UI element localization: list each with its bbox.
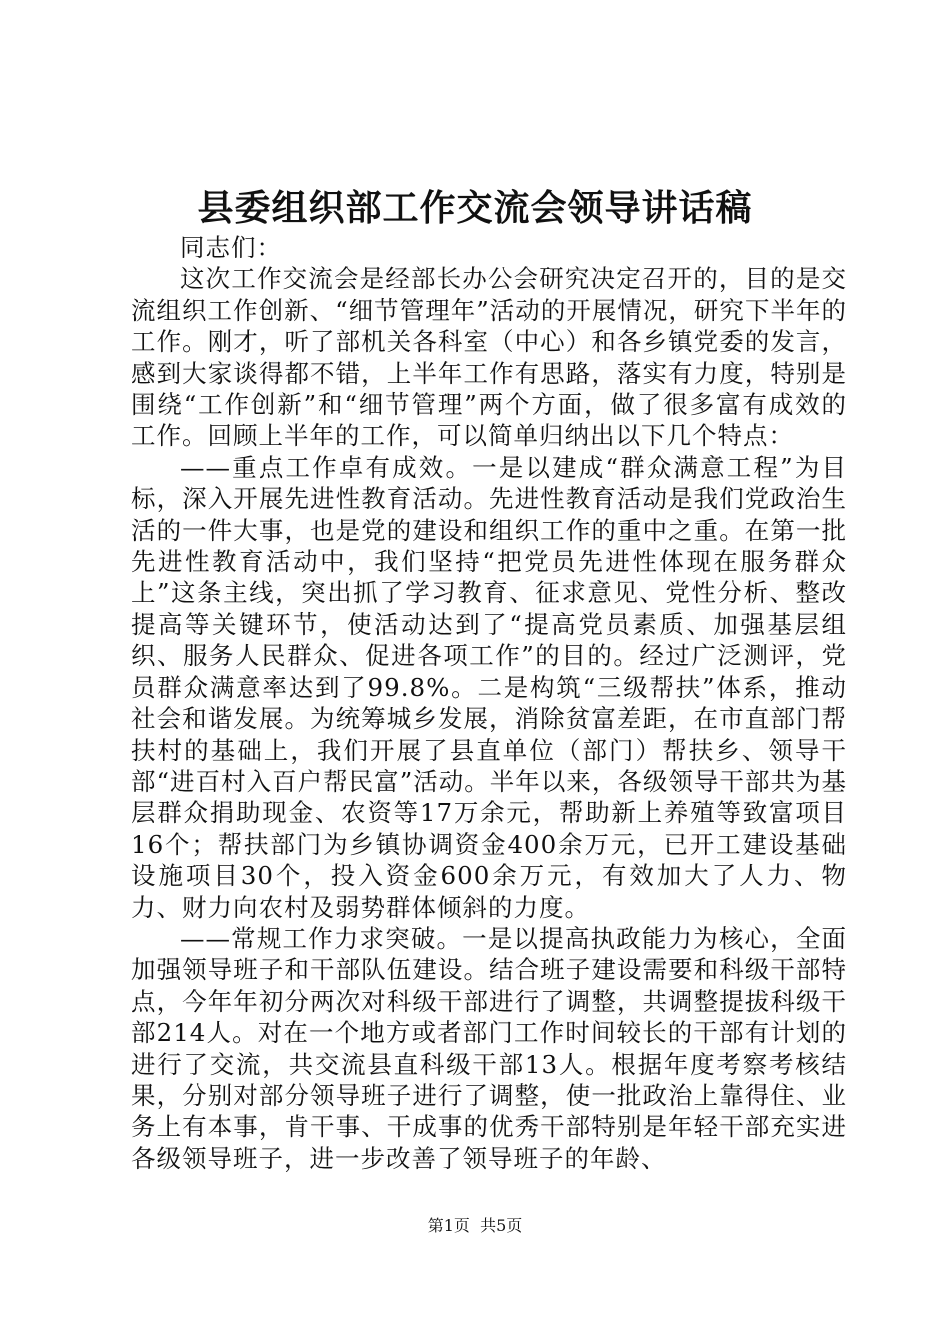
document-title: 县委组织部工作交流会领导讲话稿: [197, 187, 753, 229]
page-number: 第1页: [427, 1216, 470, 1235]
paragraph-3: ——常规工作力求突破。一是以提高执政能力为核心，全面加强领导班子和干部队伍建设。结合班子建设需要和科级干部特点，今年年初分两次对科级干部进行了调整，共调整提拔科级干部214人。对在一个地方或者部门工作时间较长的干部有计划的进行了交流，共交流县直科级干部13人。根据年度考察考核结果，分别对部分领导班子进行了调整，使一批政治上靠得住、业务上有本事，肯干事、干成事的优秀干部特别是年轻干部充实进各级领导班子，进一步改善了领导班子的年龄、: [131, 923, 847, 1173]
page-total: 共5页: [480, 1216, 523, 1235]
salutation: 同志们：: [180, 233, 282, 262]
paragraph-1: 这次工作交流会是经部长办公会研究决定召开的，目的是交流组织工作创新、“细节管理年”活动的开展情况，研究下半年的工作。刚才，听了部机关各科室（中心）和各乡镇党委的发言，感到大家谈得都不错，上半年工作有思路，落实有力度，特别是围绕“工作创新”和“细节管理”两个方面，做了很多富有成效的工作。回顾上半年的工作，可以简单归纳出以下几个特点：: [131, 264, 847, 451]
paragraph-2: ——重点工作卓有成效。一是以建成“群众满意工程”为目标，深入开展先进性教育活动。先进性教育活动是我们党政治生活的一件大事，也是党的建设和组织工作的重中之重。在第一批先进性教育活动中，我们坚持“把党员先进性体现在服务群众上”这条主线，突出抓了学习教育、征求意见、党性分析、整改提高等关键环节，使活动达到了“提高党员素质、加强基层组织、服务人民群众、促进各项工作”的目的。经过广泛测评，党员群众满意率达到了99.8%。二是构筑“三级帮扶”体系，推动社会和谐发展。为统筹城乡发展，消除贫富差距，在市直部门帮扶村的基础上，我们开展了县直单位（部门）帮扶乡、领导干部“进百村入百户帮民富”活动。半年以来，各级领导干部共为基层群众捐助现金、农资等17万余元，帮助新上养殖等致富项目16个；帮扶部门为乡镇协调资金400余万元，已开工建设基础设施项目30个，投入资金600余万元，有效加大了人力、物力、财力向农村及弱势群体倾斜的力度。: [131, 452, 847, 922]
page-footer: [0, 1214, 950, 1238]
document-body: [131, 232, 847, 1174]
